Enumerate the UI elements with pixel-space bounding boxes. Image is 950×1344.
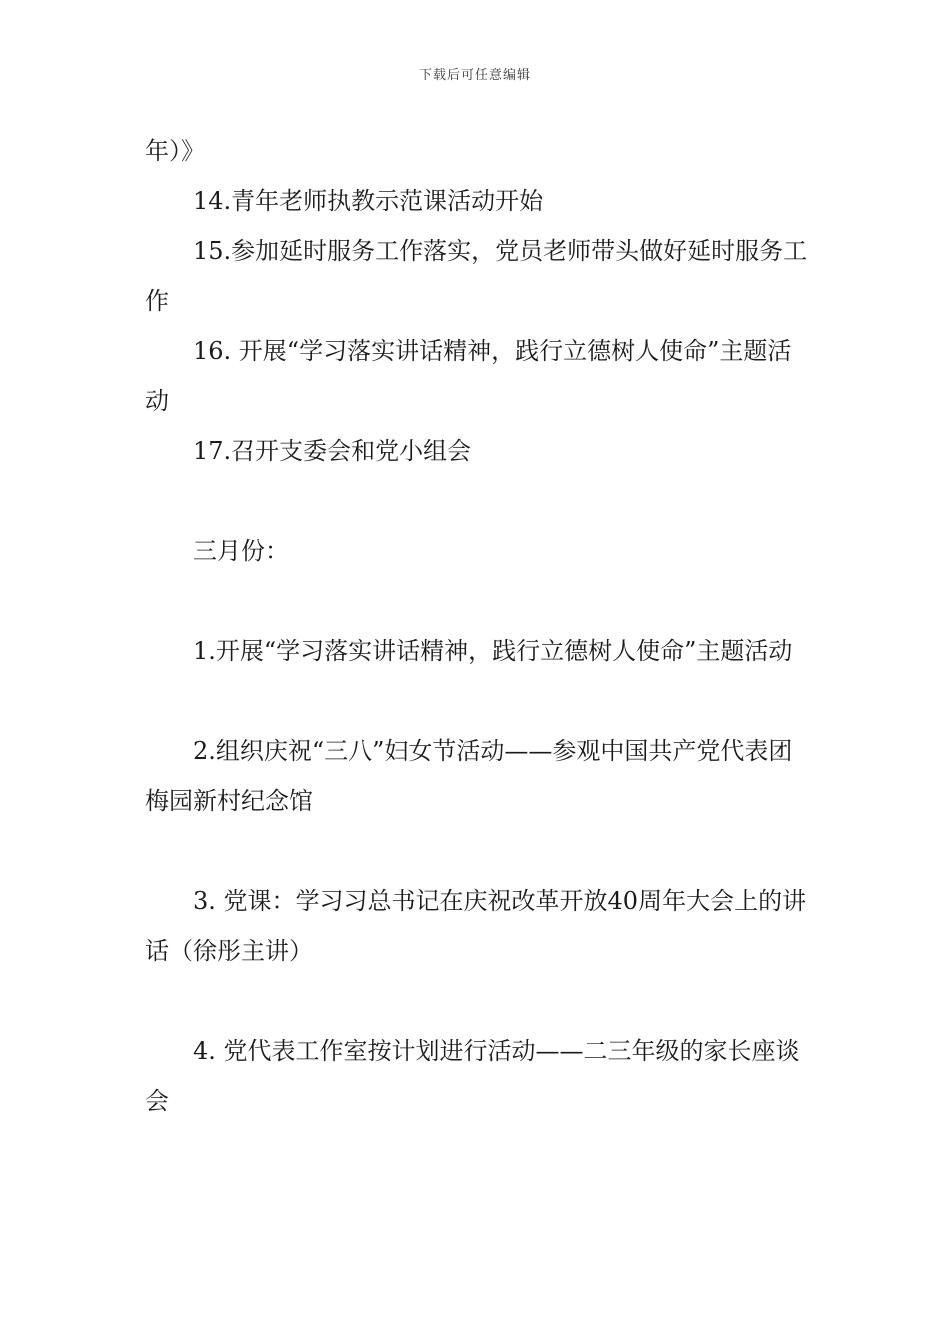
- spacer: [145, 826, 810, 876]
- list-item-feb-15: 15.参加延时服务工作落实，党员老师带头做好延时服务工作: [145, 237, 808, 315]
- spacer: [145, 476, 810, 526]
- spacer: [145, 576, 810, 626]
- list-item-feb-16: 16. 开展“学习落实讲话精神，践行立德树人使命”主题活动: [145, 337, 792, 415]
- spacer: [145, 976, 810, 1026]
- section-heading-march: 三月份：: [193, 537, 289, 565]
- list-item-march-4: 4. 党代表工作室按计划进行活动——二三年级的家长座谈会: [145, 1037, 800, 1115]
- list-item-feb-17: 17.召开支委会和党小组会: [193, 437, 472, 465]
- document-body: [145, 126, 810, 1126]
- list-item-feb-14: 14.青年老师执教示范课活动开始: [193, 187, 544, 215]
- list-item-march-2: 2.组织庆祝“三八”妇女节活动——参观中国共产党代表团梅园新村纪念馆: [145, 737, 793, 815]
- list-item-march-1: 1.开展“学习落实讲话精神，践行立德树人使命”主题活动: [193, 637, 793, 665]
- list-item-march-3: 3. 党课：学习习总书记在庆祝改革开放40周年大会上的讲话（徐彤主讲）: [145, 887, 807, 965]
- page-header: 下载后可任意编辑: [418, 68, 531, 83]
- continuation-line: 年）》: [145, 137, 205, 165]
- spacer: [145, 676, 810, 726]
